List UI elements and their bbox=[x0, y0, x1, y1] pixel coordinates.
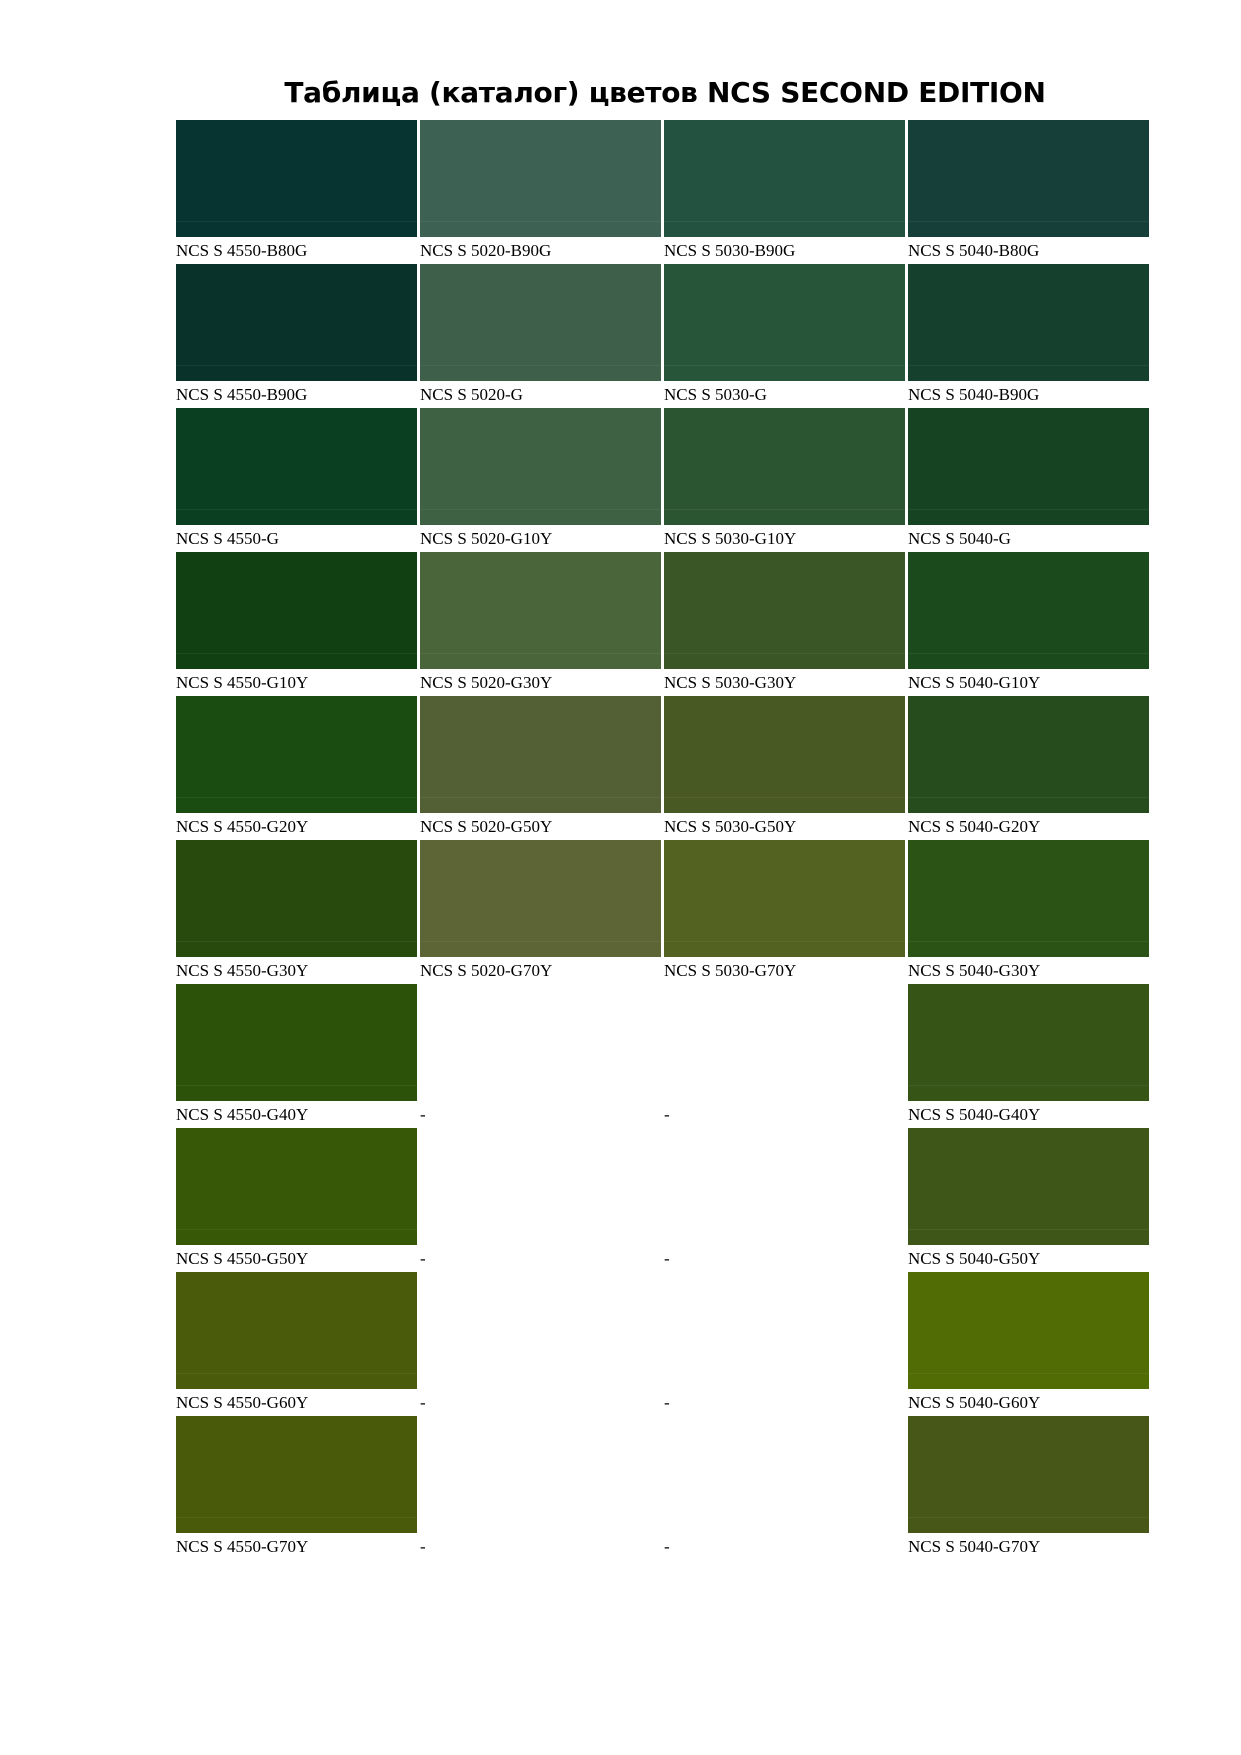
color-code-label: NCS S 4550-G10Y bbox=[176, 673, 309, 692]
color-swatch-cell bbox=[420, 120, 661, 264]
color-swatch bbox=[908, 120, 1149, 237]
color-swatch-cell bbox=[176, 1272, 417, 1416]
color-swatch-cell bbox=[176, 408, 417, 552]
color-code-label: NCS S 4550-G60Y bbox=[176, 1393, 309, 1412]
color-swatch-cell bbox=[420, 552, 661, 696]
color-code-label: NCS S 5020-G bbox=[420, 385, 523, 404]
color-swatch-cell bbox=[664, 1272, 905, 1416]
empty-placeholder-dash: - bbox=[664, 1249, 670, 1268]
color-swatch bbox=[176, 840, 417, 957]
color-code-label: NCS S 5030-G70Y bbox=[664, 961, 797, 980]
color-code-label: NCS S 5020-G30Y bbox=[420, 673, 553, 692]
color-swatch-cell bbox=[908, 264, 1149, 408]
color-swatch-cell bbox=[664, 120, 905, 264]
color-swatch-cell bbox=[908, 1128, 1149, 1272]
empty-placeholder-dash: - bbox=[420, 1537, 426, 1556]
color-swatch bbox=[908, 984, 1149, 1101]
color-code-label: NCS S 5030-G30Y bbox=[664, 673, 797, 692]
color-code-label: NCS S 4550-B80G bbox=[176, 241, 308, 260]
color-swatch-cell bbox=[908, 840, 1149, 984]
color-swatch-cell bbox=[664, 696, 905, 840]
color-swatch-cell bbox=[176, 120, 417, 264]
color-swatch-cell bbox=[420, 984, 661, 1128]
color-code-label: NCS S 5040-G30Y bbox=[908, 961, 1041, 980]
color-code-label: NCS S 5040-G50Y bbox=[908, 1249, 1041, 1268]
color-code-label: NCS S 5030-G50Y bbox=[664, 817, 797, 836]
color-swatch-cell bbox=[420, 264, 661, 408]
color-swatch-cell bbox=[664, 408, 905, 552]
color-code-label: NCS S 5020-B90G bbox=[420, 241, 552, 260]
color-code-label: NCS S 4550-G20Y bbox=[176, 817, 309, 836]
color-swatch bbox=[420, 408, 661, 525]
color-swatch-cell bbox=[664, 552, 905, 696]
color-swatch-cell bbox=[176, 840, 417, 984]
color-swatch-cell bbox=[420, 1128, 661, 1272]
color-code-label: NCS S 5030-G bbox=[664, 385, 767, 404]
color-swatch bbox=[908, 1416, 1149, 1533]
color-code-label: NCS S 5030-G10Y bbox=[664, 529, 797, 548]
color-code-label: NCS S 5040-G40Y bbox=[908, 1105, 1041, 1124]
color-swatch bbox=[664, 408, 905, 525]
color-swatch bbox=[420, 264, 661, 381]
color-swatch bbox=[908, 696, 1149, 813]
color-swatch bbox=[664, 696, 905, 813]
color-swatch bbox=[664, 552, 905, 669]
color-swatch bbox=[420, 696, 661, 813]
color-swatch-cell bbox=[908, 984, 1149, 1128]
color-swatch-cell bbox=[908, 552, 1149, 696]
empty-placeholder-dash: - bbox=[664, 1537, 670, 1556]
color-code-label: NCS S 5020-G70Y bbox=[420, 961, 553, 980]
color-swatch-cell bbox=[176, 1128, 417, 1272]
color-swatch-cell bbox=[176, 696, 417, 840]
color-swatch-cell bbox=[664, 984, 905, 1128]
color-swatch-cell bbox=[176, 552, 417, 696]
color-code-label: NCS S 5040-G20Y bbox=[908, 817, 1041, 836]
color-swatch-cell bbox=[420, 840, 661, 984]
color-swatch bbox=[420, 552, 661, 669]
color-swatch bbox=[176, 696, 417, 813]
color-swatch-cell bbox=[176, 984, 417, 1128]
color-swatch-cell bbox=[664, 1416, 905, 1560]
color-code-label: NCS S 5020-G50Y bbox=[420, 817, 553, 836]
color-swatch-cell bbox=[176, 1416, 417, 1560]
color-swatch bbox=[176, 408, 417, 525]
color-swatch-cell bbox=[420, 1416, 661, 1560]
color-swatch bbox=[908, 840, 1149, 957]
color-swatch bbox=[908, 408, 1149, 525]
color-code-label: NCS S 5040-G60Y bbox=[908, 1393, 1041, 1412]
color-swatch-cell bbox=[420, 696, 661, 840]
color-swatch bbox=[176, 1272, 417, 1389]
color-code-label: NCS S 5020-G10Y bbox=[420, 529, 553, 548]
color-code-label: NCS S 4550-G bbox=[176, 529, 279, 548]
empty-placeholder-dash: - bbox=[664, 1105, 670, 1124]
color-code-label: NCS S 5040-G bbox=[908, 529, 1011, 548]
color-swatch-cell bbox=[176, 264, 417, 408]
color-code-label: NCS S 5040-B90G bbox=[908, 385, 1040, 404]
color-swatch bbox=[176, 552, 417, 669]
color-swatch bbox=[664, 120, 905, 237]
color-swatch-cell bbox=[908, 1272, 1149, 1416]
color-code-label: NCS S 5040-B80G bbox=[908, 241, 1040, 260]
color-swatch bbox=[908, 1272, 1149, 1389]
color-swatch-cell bbox=[908, 408, 1149, 552]
color-swatch-cell bbox=[664, 840, 905, 984]
color-code-label: NCS S 4550-G30Y bbox=[176, 961, 309, 980]
color-swatch bbox=[664, 840, 905, 957]
empty-placeholder-dash: - bbox=[420, 1105, 426, 1124]
color-code-label: NCS S 4550-G70Y bbox=[176, 1537, 309, 1556]
color-code-label: NCS S 4550-B90G bbox=[176, 385, 308, 404]
color-code-label: NCS S 4550-G40Y bbox=[176, 1105, 309, 1124]
empty-placeholder-dash: - bbox=[664, 1393, 670, 1412]
color-swatch-cell bbox=[908, 1416, 1149, 1560]
color-swatch bbox=[420, 840, 661, 957]
color-swatch bbox=[176, 1128, 417, 1245]
color-swatch-cell bbox=[908, 696, 1149, 840]
color-code-label: NCS S 4550-G50Y bbox=[176, 1249, 309, 1268]
color-swatch bbox=[908, 552, 1149, 669]
color-swatch bbox=[908, 264, 1149, 381]
empty-placeholder-dash: - bbox=[420, 1249, 426, 1268]
color-swatch-cell bbox=[420, 1272, 661, 1416]
color-swatch bbox=[908, 1128, 1149, 1245]
color-swatch-cell bbox=[664, 1128, 905, 1272]
color-swatch-grid bbox=[176, 120, 1149, 1560]
color-code-label: NCS S 5030-B90G bbox=[664, 241, 796, 260]
color-code-label: NCS S 5040-G10Y bbox=[908, 673, 1041, 692]
color-code-label: NCS S 5040-G70Y bbox=[908, 1537, 1041, 1556]
color-swatch-cell bbox=[664, 264, 905, 408]
color-swatch bbox=[420, 120, 661, 237]
color-swatch bbox=[176, 1416, 417, 1533]
color-swatch-cell bbox=[908, 120, 1149, 264]
color-swatch-cell bbox=[420, 408, 661, 552]
color-swatch bbox=[664, 264, 905, 381]
color-swatch bbox=[176, 264, 417, 381]
color-swatch bbox=[176, 984, 417, 1101]
color-swatch bbox=[176, 120, 417, 237]
empty-placeholder-dash: - bbox=[420, 1393, 426, 1412]
page-title: Таблица (каталог) цветов NCS SECOND EDITION bbox=[284, 76, 1046, 109]
